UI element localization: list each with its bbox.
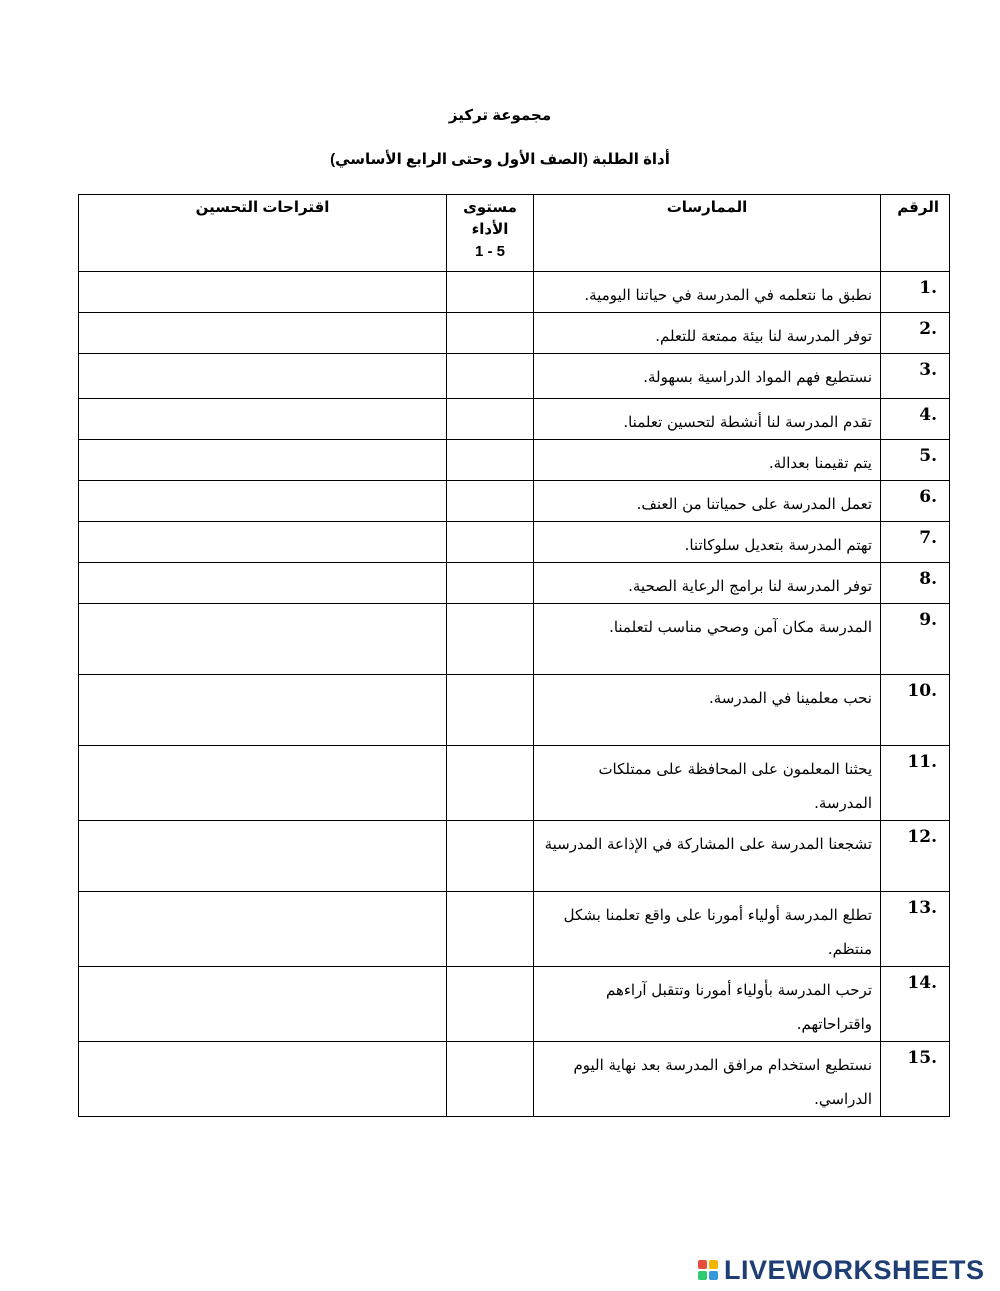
row-performance-level-cell[interactable] <box>447 272 534 313</box>
row-number: 10. <box>881 675 950 746</box>
table-row <box>79 746 950 821</box>
row-practice-text: يحثنا المعلمون على المحافظة على ممتلكات المدرسة. <box>534 746 881 821</box>
table-row <box>79 272 950 313</box>
row-performance-level-cell[interactable] <box>447 313 534 354</box>
row-number: 7. <box>881 522 950 563</box>
row-performance-level-cell[interactable] <box>447 522 534 563</box>
header-level-line2: الأداء <box>471 221 509 238</box>
header-number: الرقم <box>881 195 950 272</box>
row-practice-text: تهتم المدرسة بتعديل سلوكاتنا. <box>534 522 881 563</box>
table-row <box>79 481 950 522</box>
row-performance-level-cell[interactable] <box>447 892 534 967</box>
table-row <box>79 440 950 481</box>
table-row <box>79 522 950 563</box>
row-performance-level-cell[interactable] <box>447 563 534 604</box>
row-number: 13. <box>881 892 950 967</box>
row-suggestion-cell[interactable] <box>79 821 447 892</box>
row-number: 15. <box>881 1042 950 1117</box>
row-number: 3. <box>881 354 950 399</box>
document-title: مجموعة تركيز <box>448 107 552 124</box>
row-number: 1. <box>881 272 950 313</box>
row-suggestion-cell[interactable] <box>79 563 447 604</box>
table-row <box>79 1042 950 1117</box>
table-row <box>79 563 950 604</box>
row-suggestion-cell[interactable] <box>79 675 447 746</box>
row-suggestion-cell[interactable] <box>79 313 447 354</box>
row-performance-level-cell[interactable] <box>447 967 534 1042</box>
table-header-row <box>79 195 950 272</box>
header-level-line1: مستوى <box>463 199 517 216</box>
evaluation-table <box>78 194 950 1117</box>
header-practices: الممارسات <box>534 195 881 272</box>
row-practice-text: نطبق ما نتعلمه في المدرسة في حياتنا اليومية. <box>534 272 881 313</box>
row-performance-level-cell[interactable] <box>447 354 534 399</box>
logo-square-1 <box>698 1260 707 1269</box>
row-suggestion-cell[interactable] <box>79 746 447 821</box>
row-practice-text: توفر المدرسة لنا بيئة ممتعة للتعلم. <box>534 313 881 354</box>
row-performance-level-cell[interactable] <box>447 746 534 821</box>
row-suggestion-cell[interactable] <box>79 440 447 481</box>
table-row <box>79 399 950 440</box>
table-row <box>79 967 950 1042</box>
row-number: 12. <box>881 821 950 892</box>
row-practice-text: نستطيع استخدام مرافق المدرسة بعد نهاية اليوم الدراسي. <box>534 1042 881 1117</box>
row-number: 9. <box>881 604 950 675</box>
table-row <box>79 313 950 354</box>
row-performance-level-cell[interactable] <box>447 399 534 440</box>
table-row <box>79 675 950 746</box>
row-suggestion-cell[interactable] <box>79 967 447 1042</box>
row-performance-level-cell[interactable] <box>447 675 534 746</box>
table-row <box>79 892 950 967</box>
row-suggestion-cell[interactable] <box>79 522 447 563</box>
row-practice-text: تطلع المدرسة أولياء أمورنا على واقع تعلمنا بشكل منتظم. <box>534 892 881 967</box>
row-number: 4. <box>881 399 950 440</box>
row-suggestion-cell[interactable] <box>79 272 447 313</box>
row-performance-level-cell[interactable] <box>447 1042 534 1117</box>
row-number: 14. <box>881 967 950 1042</box>
row-practice-text: نحب معلمينا في المدرسة. <box>534 675 881 746</box>
document-subtitle: أداة الطلبة (الصف الأول وحتى الرابع الأساسي) <box>330 151 670 168</box>
row-practice-text: توفر المدرسة لنا برامج الرعاية الصحية. <box>534 563 881 604</box>
header-performance-level <box>447 195 534 272</box>
row-suggestion-cell[interactable] <box>79 604 447 675</box>
liveworksheets-footer <box>698 1255 985 1285</box>
table-row <box>79 604 950 675</box>
brand-name: LIVEWORKSHEETS <box>724 1254 985 1285</box>
row-practice-text: ترحب المدرسة بأولياء أمورنا وتتقبل آراءهم واقتراحاتهم. <box>534 967 881 1042</box>
table-row <box>79 354 950 399</box>
row-practice-text: المدرسة مكان آمن وصحي مناسب لتعلمنا. <box>534 604 881 675</box>
row-performance-level-cell[interactable] <box>447 821 534 892</box>
logo-square-4 <box>709 1271 718 1280</box>
row-performance-level-cell[interactable] <box>447 481 534 522</box>
row-performance-level-cell[interactable] <box>447 440 534 481</box>
row-number: 8. <box>881 563 950 604</box>
header-level-range: 1 - 5 <box>474 243 505 260</box>
row-practice-text: تشجعنا المدرسة على المشاركة في الإذاعة المدرسية <box>534 821 881 892</box>
row-suggestion-cell[interactable] <box>79 354 447 399</box>
row-practice-text: يتم تقيمنا بعدالة. <box>534 440 881 481</box>
logo-square-3 <box>698 1271 707 1280</box>
row-practice-text: تقدم المدرسة لنا أنشطة لتحسين تعلمنا. <box>534 399 881 440</box>
row-performance-level-cell[interactable] <box>447 604 534 675</box>
liveworksheets-logo-icon <box>698 1260 718 1280</box>
row-suggestion-cell[interactable] <box>79 481 447 522</box>
row-number: 2. <box>881 313 950 354</box>
row-number: 6. <box>881 481 950 522</box>
row-number: 11. <box>881 746 950 821</box>
row-practice-text: نستطيع فهم المواد الدراسية بسهولة. <box>534 354 881 399</box>
row-suggestion-cell[interactable] <box>79 892 447 967</box>
header-suggestions: اقتراحات التحسين <box>79 195 447 272</box>
table-row <box>79 821 950 892</box>
row-number: 5. <box>881 440 950 481</box>
logo-square-2 <box>709 1260 718 1269</box>
row-suggestion-cell[interactable] <box>79 399 447 440</box>
row-practice-text: تعمل المدرسة على حمياتنا من العنف. <box>534 481 881 522</box>
row-suggestion-cell[interactable] <box>79 1042 447 1117</box>
